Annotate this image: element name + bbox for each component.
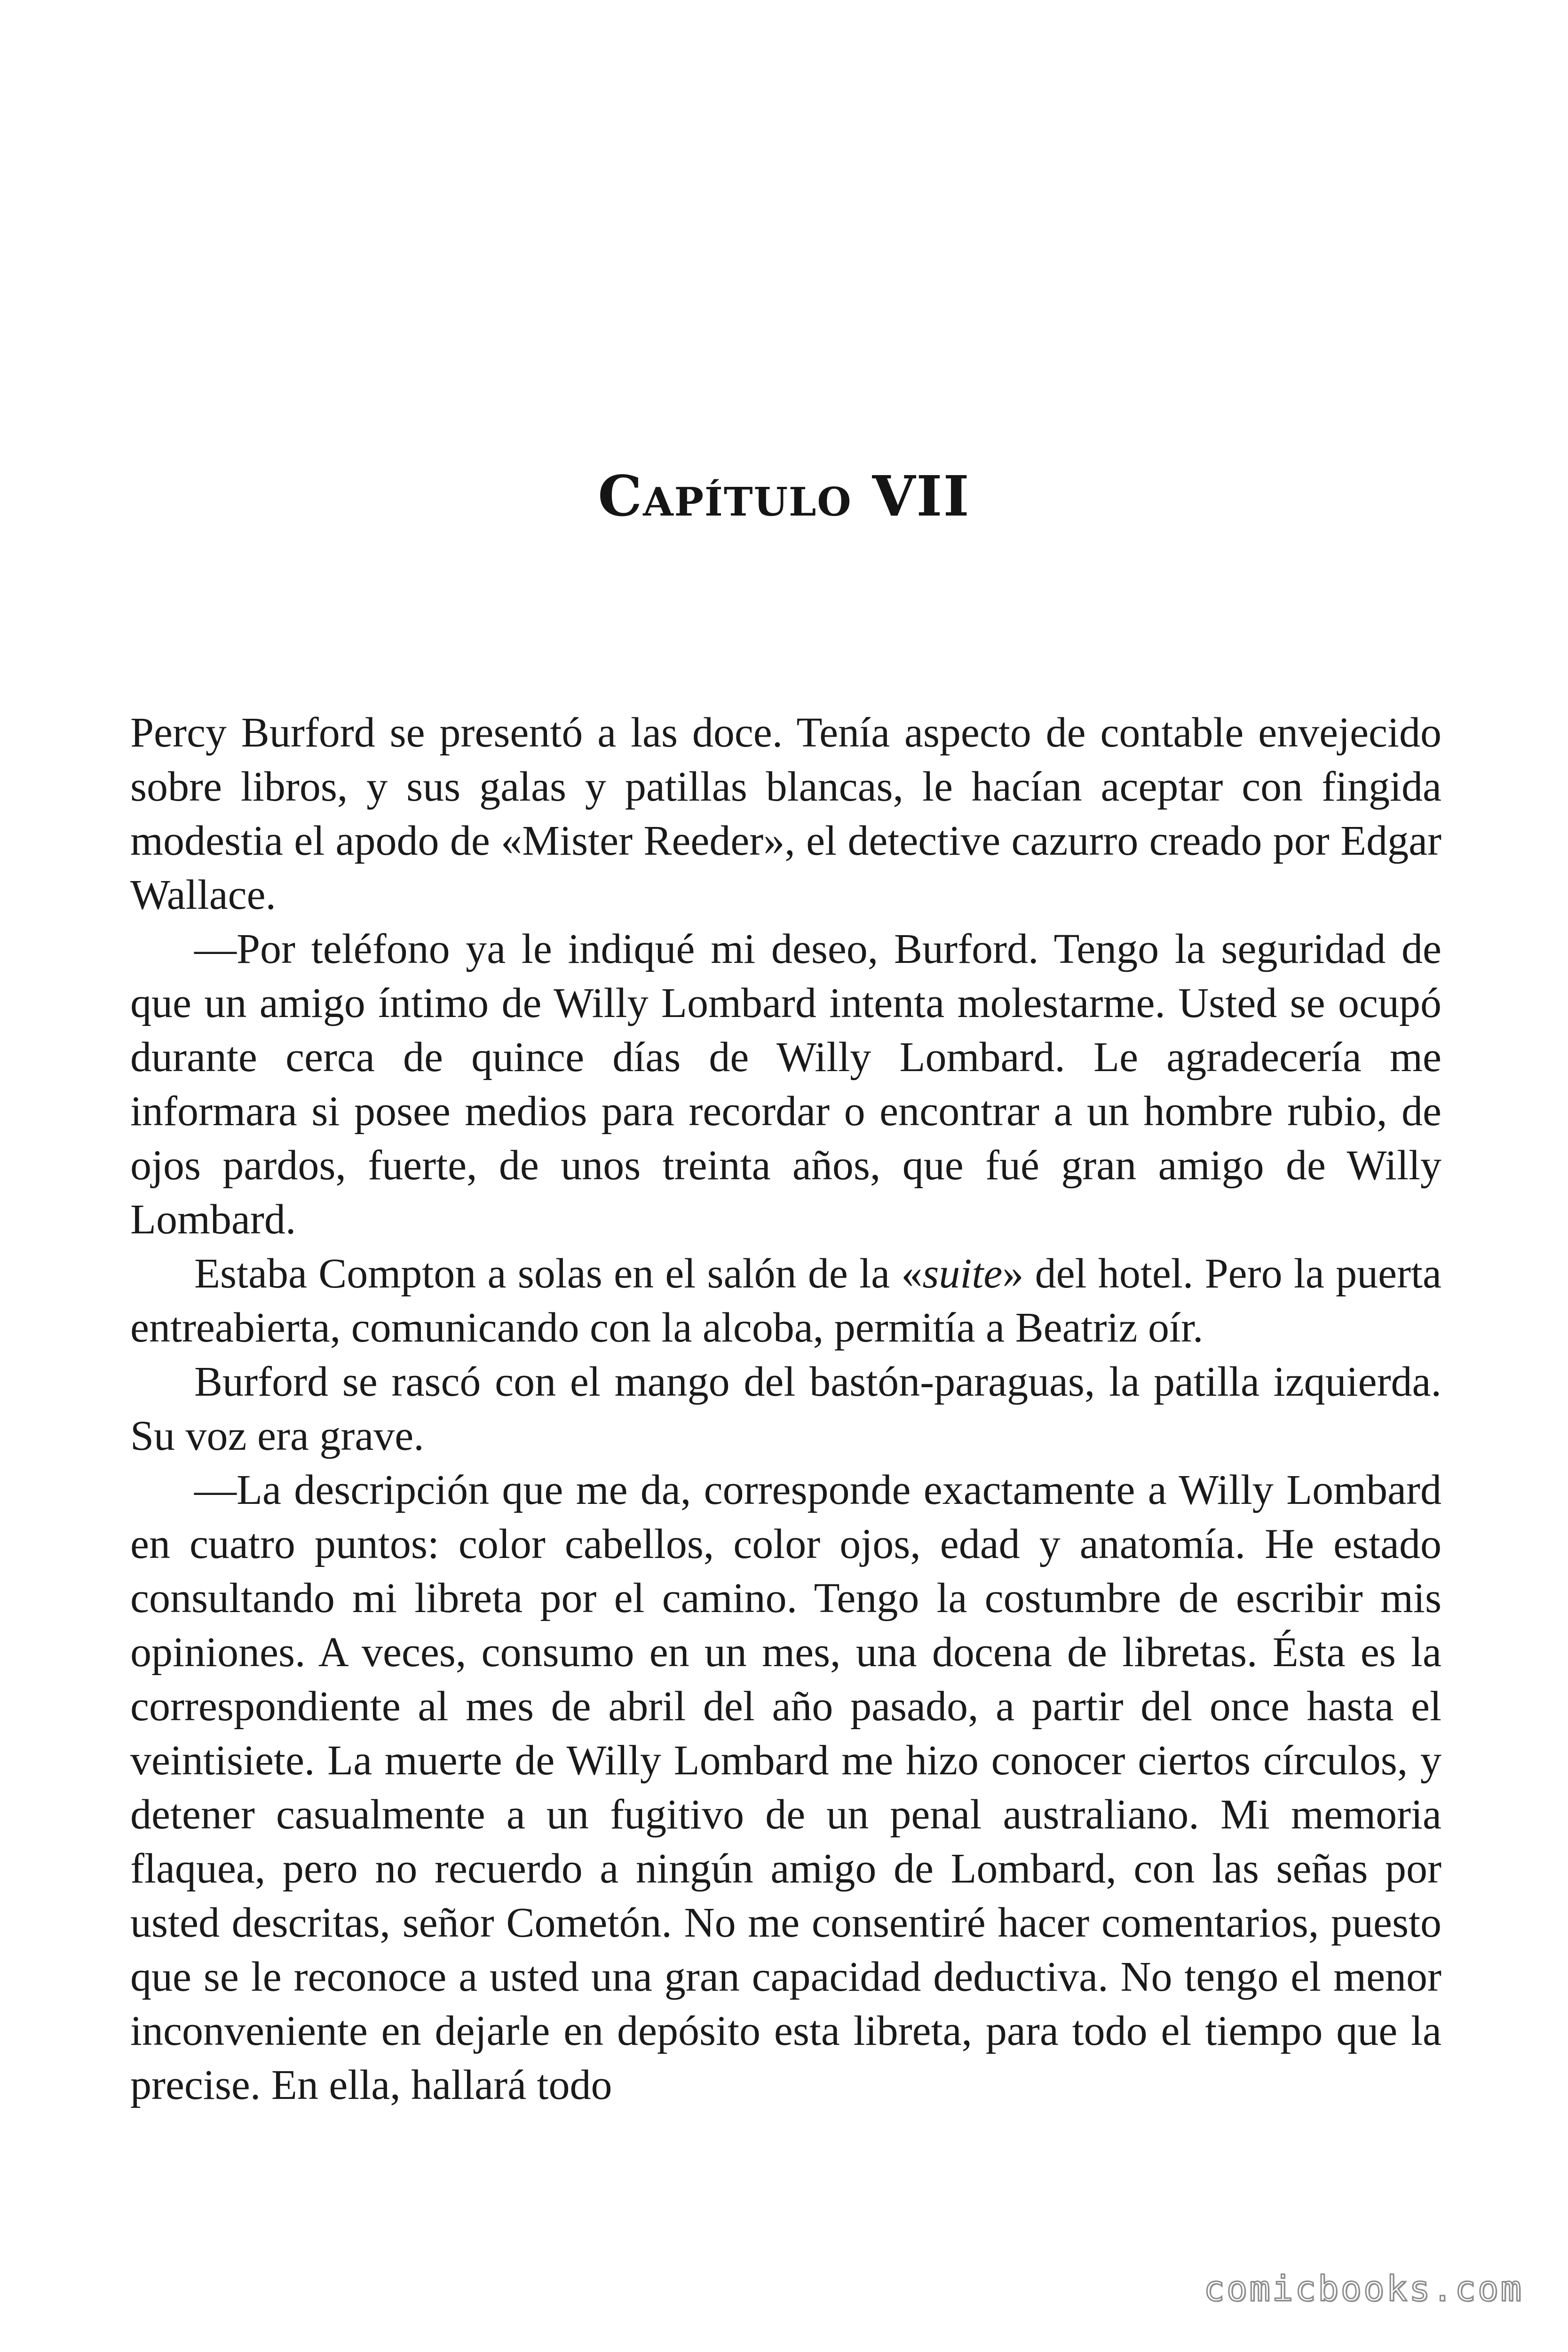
paragraph-3-italic: suite [922, 1250, 1003, 1297]
chapter-text [130, 706, 1441, 2112]
paragraph-3-after: » del hotel. Pero la puerta entreabierta, comunicando con la alcoba, permitía a Beatriz oír. [130, 1250, 1441, 1351]
paragraph-4: Burford se rascó con el mango del bastón-paraguas, la patilla izquierda. Su voz era grave. [130, 1359, 1441, 1459]
paragraph-2: —Por teléfono ya le indiqué mi deseo, Burford. Tengo la seguridad de que un amigo íntimo de Willy Lombard intenta molestarme. Usted se ocupó durante cerca de quince días de Willy Lombard. Le agradecería me informara si posee medios para recordar o encontrar a un hombre rubio, de ojos pardos, fuerte, de unos treinta años, que fué gran amigo de Willy Lombard. [130, 926, 1441, 1243]
paragraph-1: Percy Burford se presentó a las doce. Tenía aspecto de contable envejecido sobre libros, y sus galas y patillas blancas, le hacían aceptar con fingida modestia el apodo de «Mister Reeder», el detective cazurro creado por Edgar Wallace. [130, 709, 1441, 918]
chapter-title: Capítulo VII [598, 463, 970, 529]
paragraph-3-before: Estaba Compton a solas en el salón de la « [194, 1250, 923, 1297]
paragraph-3 [130, 1247, 1441, 1355]
paragraph-5: —La descripción que me da, corresponde exactamente a Willy Lombard en cuatro puntos: color cabellos, color ojos, edad y anatomía. He estado consultando mi libreta por el camino. Tengo la costumbre de escribir mis opiniones. A veces, consumo en un mes, una docena de libretas. Ésta es la correspondiente al mes de abril del año pasado, a partir del once hasta el veintisiete. La muerte de Willy Lombard me hizo conocer ciertos círculos, y detener casualmente a un fugitivo de un penal australiano. Mi memoria flaquea, pero no recuerdo a ningún amigo de Lombard, con las señas por usted descritas, señor Cometón. No me consentiré hacer comentarios, puesto que se le reconoce a usted una gran capacidad deductiva. No tengo el menor inconveniente en dejarle en depósito esta libreta, para todo el tiempo que la precise. En ella, hallará todo [130, 1467, 1441, 2108]
watermark: comicbooks.com [1204, 2269, 1523, 2309]
